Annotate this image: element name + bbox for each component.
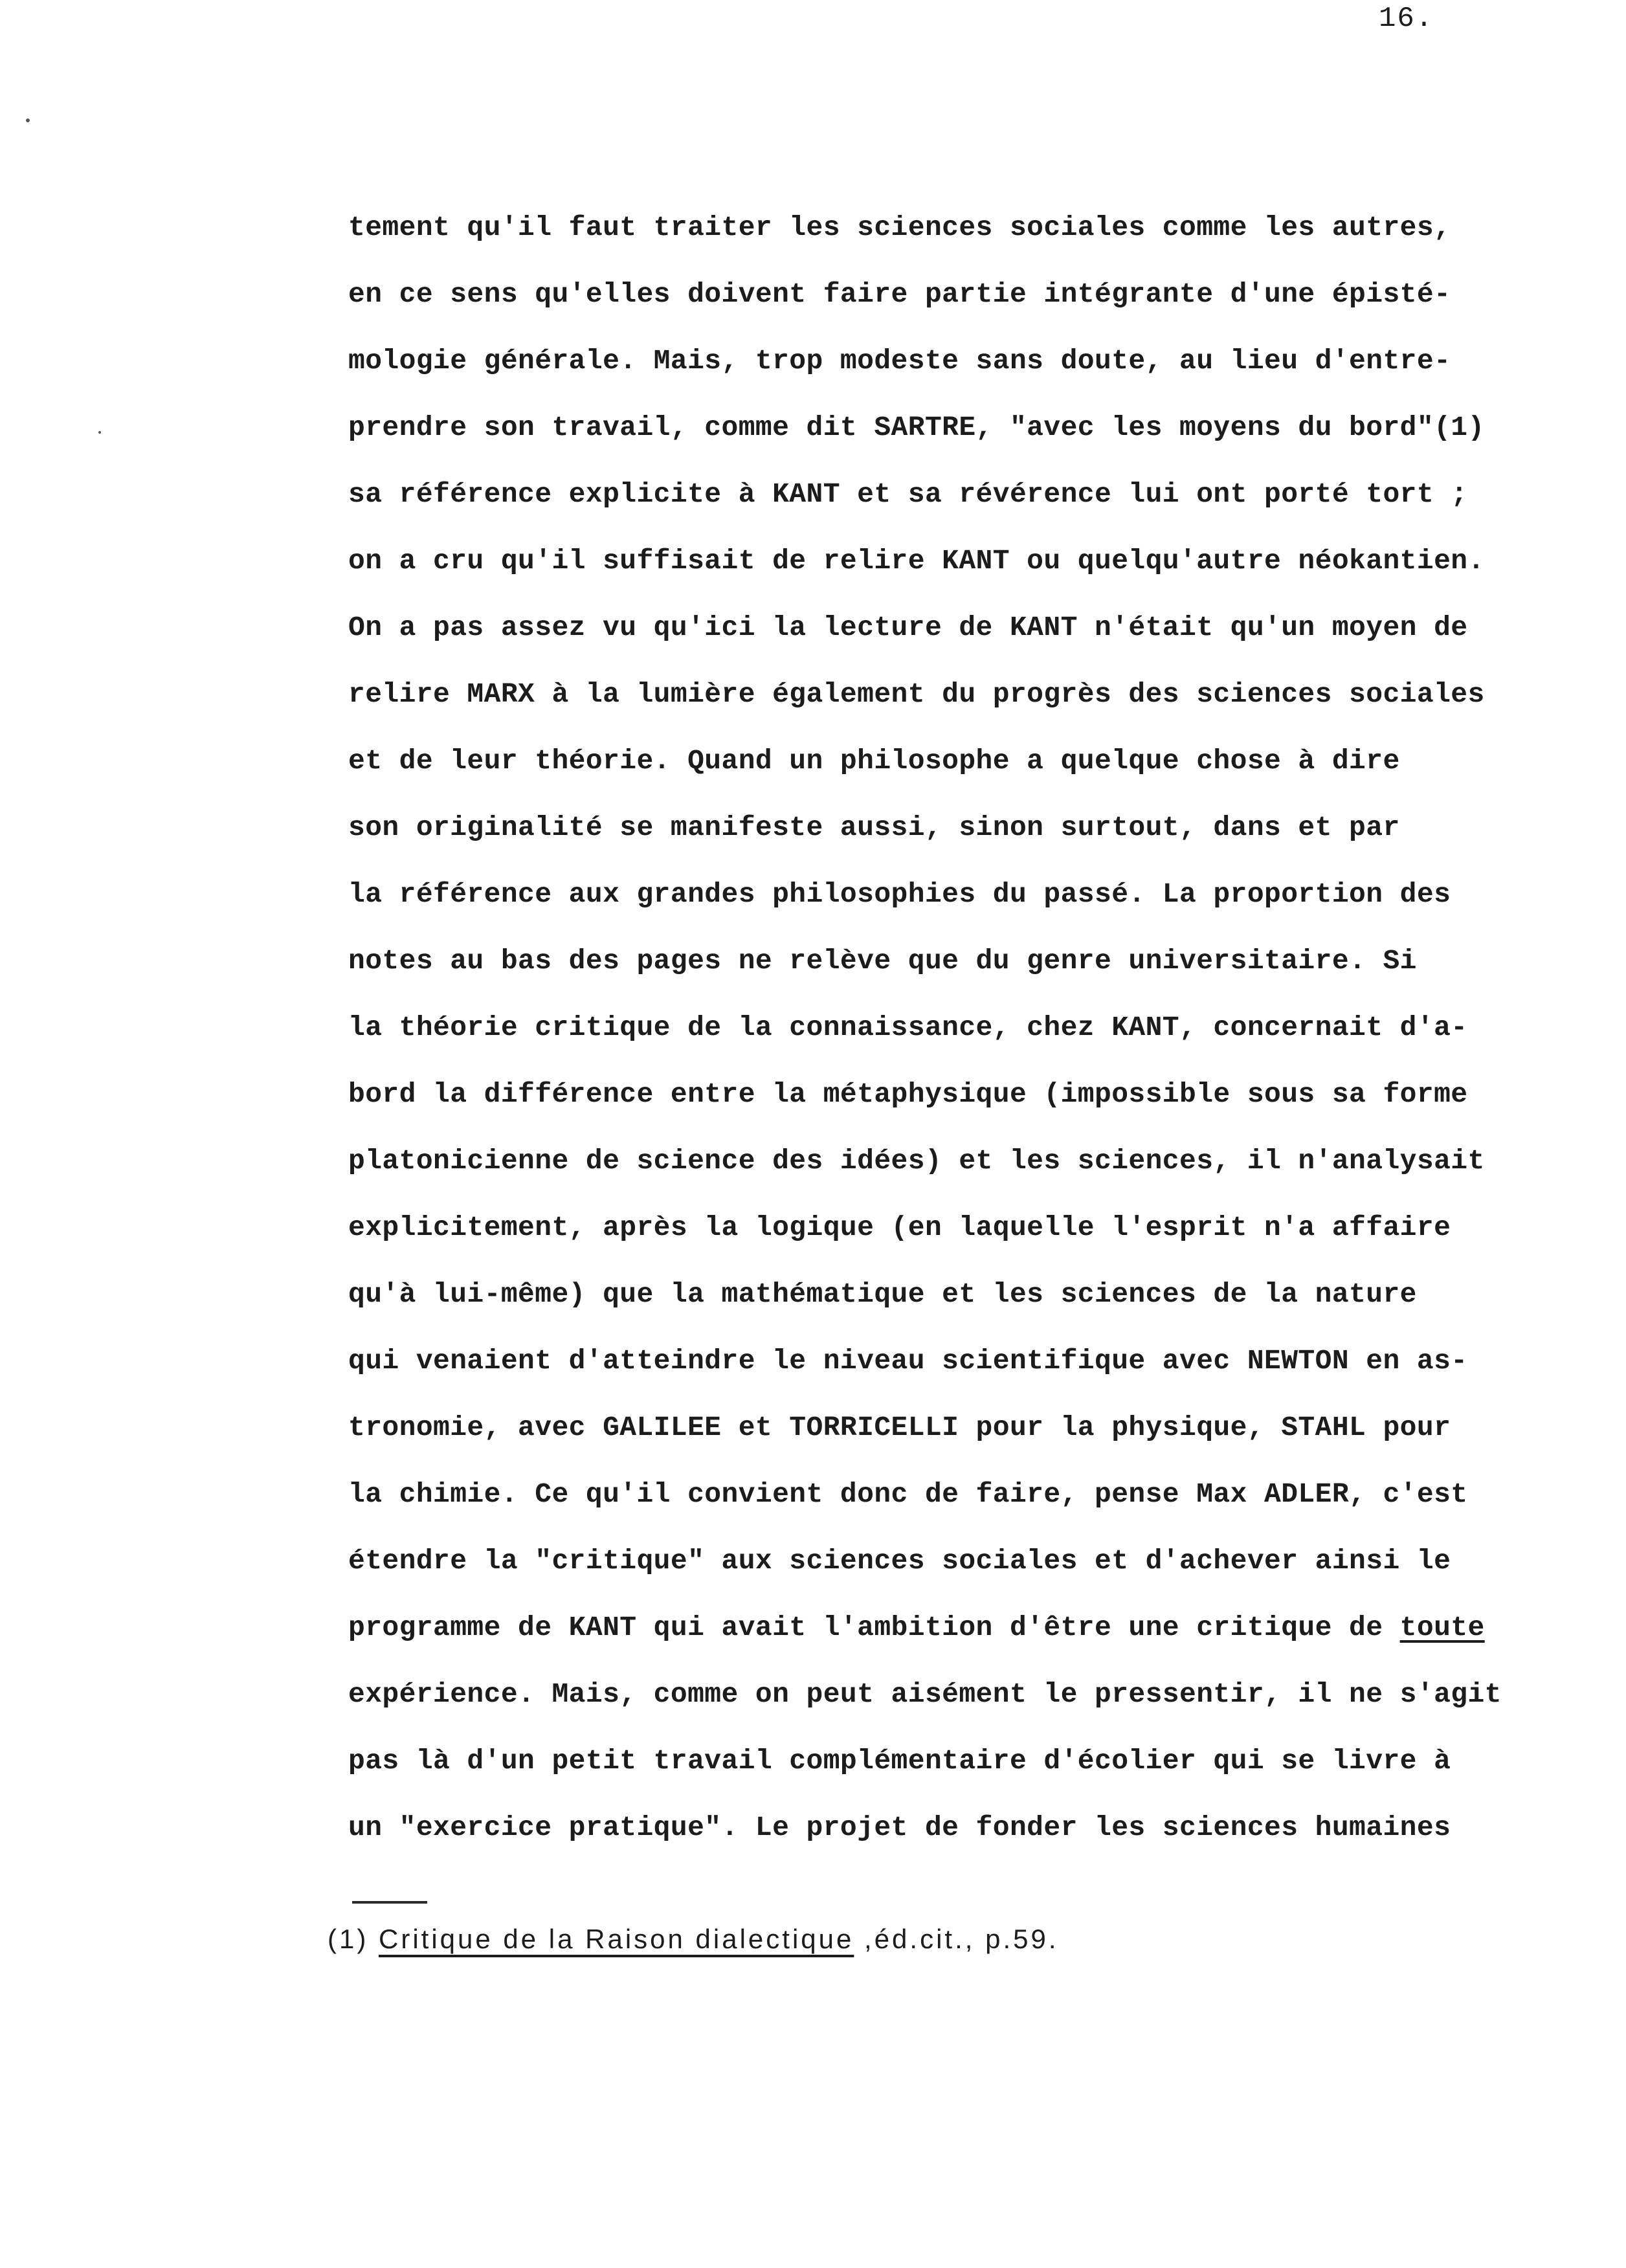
text-line: bord la différence entre la métaphysique (impossible sous sa forme	[348, 1078, 1468, 1110]
text-line: explicitement, après la logique (en laquelle l'esprit n'a affaire	[348, 1212, 1451, 1243]
footnote-marker: (1)	[328, 1924, 379, 1954]
text-line: on a cru qu'il suffisait de relire KANT ou quelqu'autre néokantien.	[348, 545, 1485, 577]
text-line: notes au bas des pages ne relève que du genre universitaire. Si	[348, 945, 1417, 977]
text-line: un "exercice pratique". Le projet de fonder les sciences humaines	[348, 1812, 1451, 1843]
footnote-reference: ,éd.cit., p.59.	[854, 1924, 1059, 1954]
text-line: tement qu'il faut traiter les sciences sociales comme les autres,	[348, 212, 1451, 243]
text-line: la théorie critique de la connaissance, chez KANT, concernait d'a-	[348, 1012, 1468, 1043]
text-line: en ce sens qu'elles doivent faire partie intégrante d'une épisté-	[348, 278, 1451, 310]
text-line: mologie générale. Mais, trop modeste sans doute, au lieu d'entre-	[348, 345, 1451, 377]
text-line	[348, 1594, 1546, 1661]
text-line: la chimie. Ce qu'il convient donc de faire, pense Max ADLER, c'est	[348, 1478, 1468, 1510]
text-line: son originalité se manifeste aussi, sinon surtout, dans et par	[348, 812, 1400, 843]
underlined-word: toute	[1399, 1612, 1485, 1643]
scan-speck	[98, 431, 101, 434]
text-segment: programme de KANT qui avait l'ambition d'être une critique de	[348, 1612, 1400, 1643]
text-line: tronomie, avec GALILEE et TORRICELLI pour la physique, STAHL pour	[348, 1412, 1451, 1443]
text-line: prendre son travail, comme dit SARTRE, "avec les moyens du bord"(1)	[348, 412, 1485, 443]
footnote-title: Critique de la Raison dialectique	[379, 1924, 854, 1954]
text-line: étendre la "critique" aux sciences sociales et d'achever ainsi le	[348, 1545, 1451, 1577]
text-line: relire MARX à la lumière également du progrès des sciences sociales	[348, 678, 1485, 710]
footnote-separator	[352, 1901, 427, 1904]
text-line: qui venaient d'atteindre le niveau scientifique avec NEWTON en as-	[348, 1345, 1468, 1377]
text-line: pas là d'un petit travail complémentaire d'écolier qui se livre à	[348, 1745, 1451, 1777]
text-line: expérience. Mais, comme on peut aisément le pressentir, il ne s'agit	[348, 1678, 1502, 1710]
text-line: qu'à lui-même) que la mathématique et les sciences de la nature	[348, 1278, 1417, 1310]
text-line: et de leur théorie. Quand un philosophe a quelque chose à dire	[348, 745, 1400, 777]
body-paragraph	[348, 194, 1546, 1861]
text-line: platonicienne de science des idées) et les sciences, il n'analysait	[348, 1145, 1485, 1177]
footnote	[328, 1924, 1059, 1955]
text-line: sa référence explicite à KANT et sa révérence lui ont porté tort ;	[348, 478, 1468, 510]
text-line: On a pas assez vu qu'ici la lecture de KANT n'était qu'un moyen de	[348, 612, 1468, 643]
text-line: la référence aux grandes philosophies du passé. La proportion des	[348, 878, 1451, 910]
scan-speck	[26, 118, 30, 122]
page-number: 16.	[1379, 3, 1434, 35]
